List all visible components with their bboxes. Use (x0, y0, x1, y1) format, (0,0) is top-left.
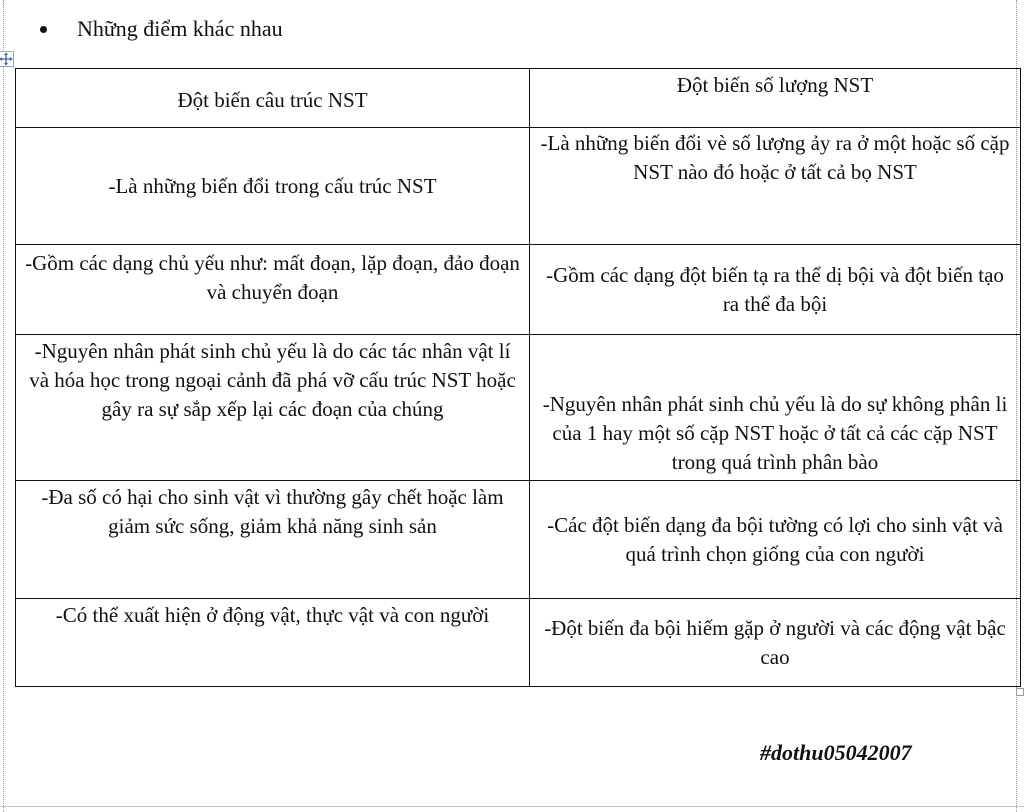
bullet-item (40, 14, 283, 44)
table-row (16, 335, 1021, 481)
bullet-text: Những điểm khác nhau (77, 16, 283, 41)
table-cell[interactable]: -Là những biến đổi vè số lượng ảy ra ở một hoặc số cặp NST nào đó hoặc ở tất cả bọ NST (530, 128, 1021, 245)
table-header-row (16, 69, 1021, 128)
table-row (16, 128, 1021, 245)
table-cell[interactable]: -Gồm các dạng đột biến tạ ra thể dị bội và đột biến tạo ra thể đa bội (530, 245, 1021, 335)
table-cell[interactable]: -Là những biến đổi trong cấu trúc NST (16, 128, 530, 245)
table-cell[interactable]: -Gồm các dạng chủ yếu như: mất đoạn, lặp đoạn, đảo đoạn và chuyển đoạn (16, 245, 530, 335)
comparison-table (15, 68, 1021, 687)
page-margin-left (3, 0, 4, 812)
page-bottom-edge (0, 806, 1024, 807)
table-cell[interactable]: -Đa số có hại cho sinh vật vì thường gây chết hoặc làm giảm sức sống, giảm khả năng sinh sản (16, 481, 530, 599)
table-cell[interactable]: -Nguyên nhân phát sinh chủ yếu là do sự không phân li của 1 hay một số cặp NST hoặc ở tất cả các cặp NST trong quá trình phân bào (530, 335, 1021, 481)
table-cell[interactable]: -Nguyên nhân phát sinh chủ yếu là do các tác nhân vật lí và hóa học trong ngoại cảnh đã phá vỡ cấu trúc NST hoặc gây ra sự sắp xếp lại các đoạn của chúng (16, 335, 530, 481)
table-cell[interactable]: -Đột biến đa bội hiếm gặp ở người và các động vật bậc cao (530, 599, 1021, 687)
header-cell[interactable]: Đột biến số lượng NST (530, 69, 1021, 128)
table-row (16, 481, 1021, 599)
bullet-dot-icon (40, 26, 47, 33)
move-icon[interactable] (0, 51, 14, 67)
resize-icon[interactable] (1016, 688, 1024, 696)
table-row (16, 245, 1021, 335)
table-cell[interactable]: -Có thể xuất hiện ở động vật, thực vật và con người (16, 599, 530, 687)
header-cell[interactable]: Đột biến câu trúc NST (16, 69, 530, 128)
table-row (16, 599, 1021, 687)
author-signature: #dothu05042007 (760, 740, 912, 765)
table-cell[interactable]: -Các đột biến dạng đa bội tường có lợi cho sinh vật và quá trình chọn giống của con người (530, 481, 1021, 599)
